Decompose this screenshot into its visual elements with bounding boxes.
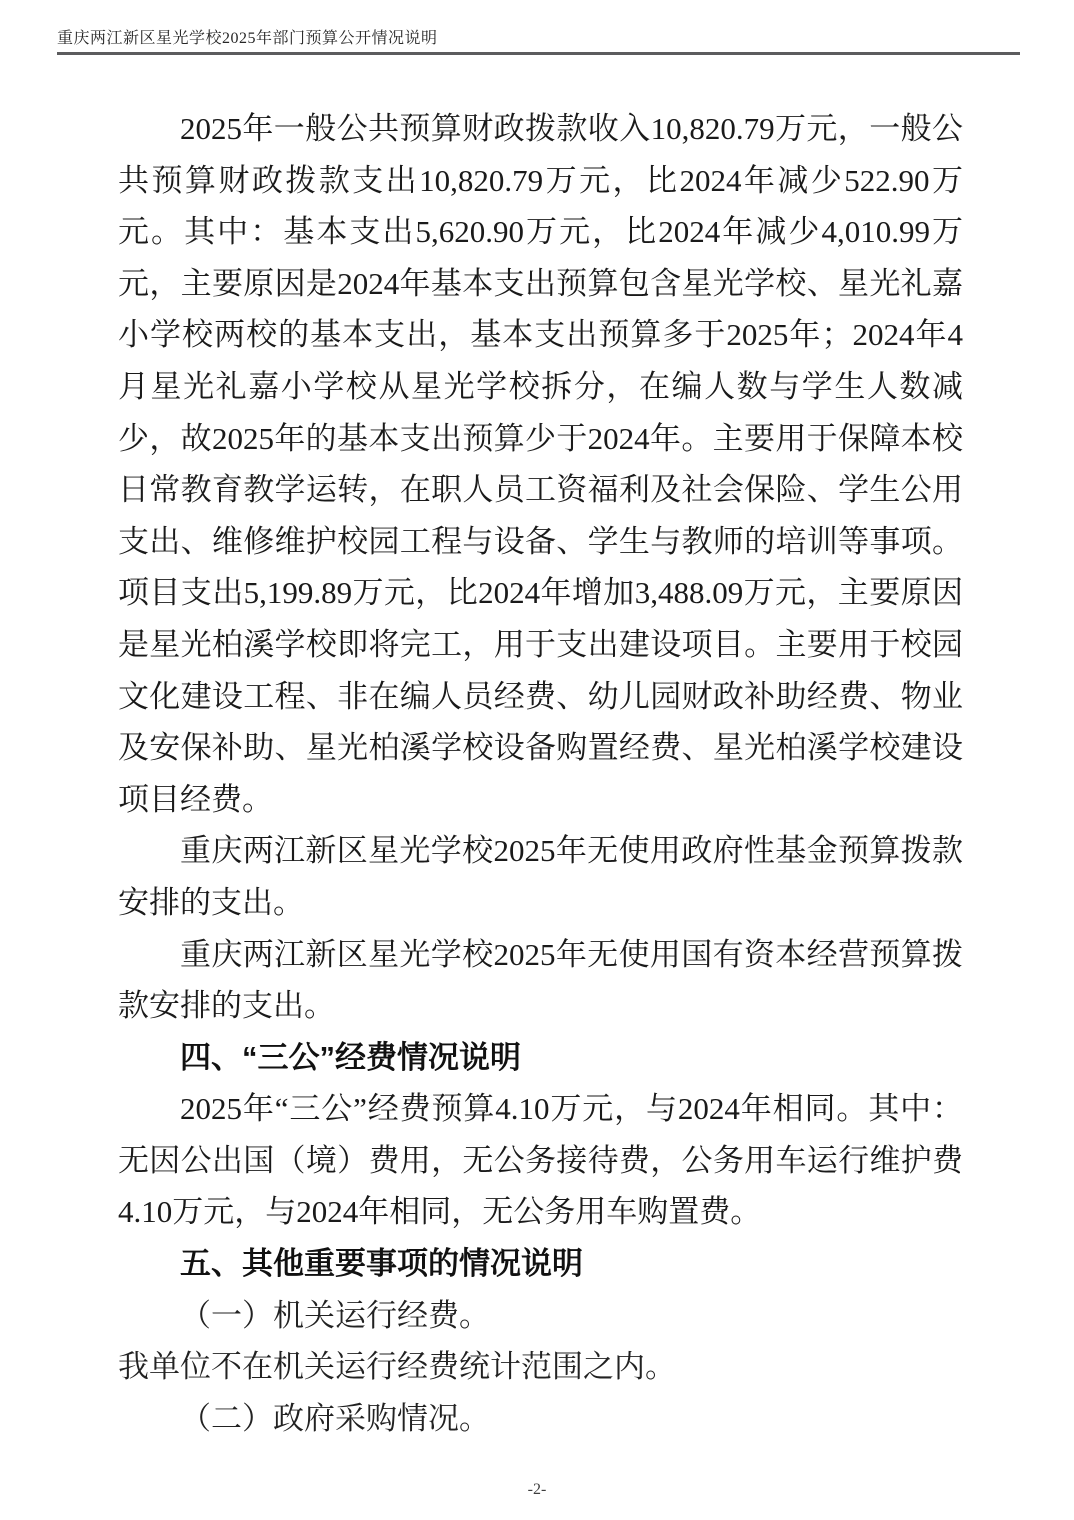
page-header	[57, 30, 1020, 55]
para-operating-expenses-note: 我单位不在机关运行经费统计范围之内。	[118, 1349, 676, 1385]
heading-section-five-other-items: 五、其他重要事项的情况说明	[180, 1246, 583, 1282]
page-footer	[0, 1480, 1074, 1500]
header-title: 重庆两江新区星光学校2025年部门预算公开情况说明	[57, 30, 438, 47]
header-rule	[57, 52, 1020, 55]
document-body	[118, 103, 963, 1444]
para-item-one-operating-expenses: （一）机关运行经费。	[180, 1297, 490, 1333]
page-number: -2-	[527, 1481, 547, 1498]
para-three-public-funds-detail: 2025年“三公”经费预算4.10万元，与2024年相同。其中：无因公出国（境）费用，无公务接待费，公务用车运行维护费4.10万元，与2024年相同，无公务用车购置费。	[118, 1091, 963, 1230]
para-government-fund-budget: 重庆两江新区星光学校2025年无使用政府性基金预算拨款安排的支出。	[118, 833, 963, 920]
heading-section-four-three-public-funds: 四、“三公”经费情况说明	[180, 1039, 521, 1075]
para-state-capital-budget: 重庆两江新区星光学校2025年无使用国有资本经营预算拨款安排的支出。	[118, 936, 963, 1024]
para-item-two-government-procurement: （二）政府采购情况。	[180, 1400, 490, 1436]
para-general-public-budget: 2025年一般公共预算财政拨款收入10,820.79万元，一般公共预算财政拨款支出10,820.79万元，比2024年减少522.90万元。其中：基本支出5,620.90万元，比2024年减少4,010.99万元，主要原因是2024年基本支出预算包含星光学校、星光礼嘉小学校两校的基本支出，基本支出预算多于2025年；2024年4月星光礼嘉小学校从星光学校拆分，在编人数与学生人数减少，故2025年的基本支出预算少于2024年。主要用于保障本校日常教育教学运转，在职人员工资福利及社会保险、学生公用支出、维修维护校园工程与设备、学生与教师的培训等事项。项目支出5,199.89万元，比2024年增加3,488.09万元，主要原因是星光柏溪学校即将完工，用于支出建设项目。主要用于校园文化建设工程、非在编人员经费、幼儿园财政补助经费、物业及安保补助、星光柏溪学校设备购置经费、星光柏溪学校建设项目经费。	[118, 111, 963, 817]
